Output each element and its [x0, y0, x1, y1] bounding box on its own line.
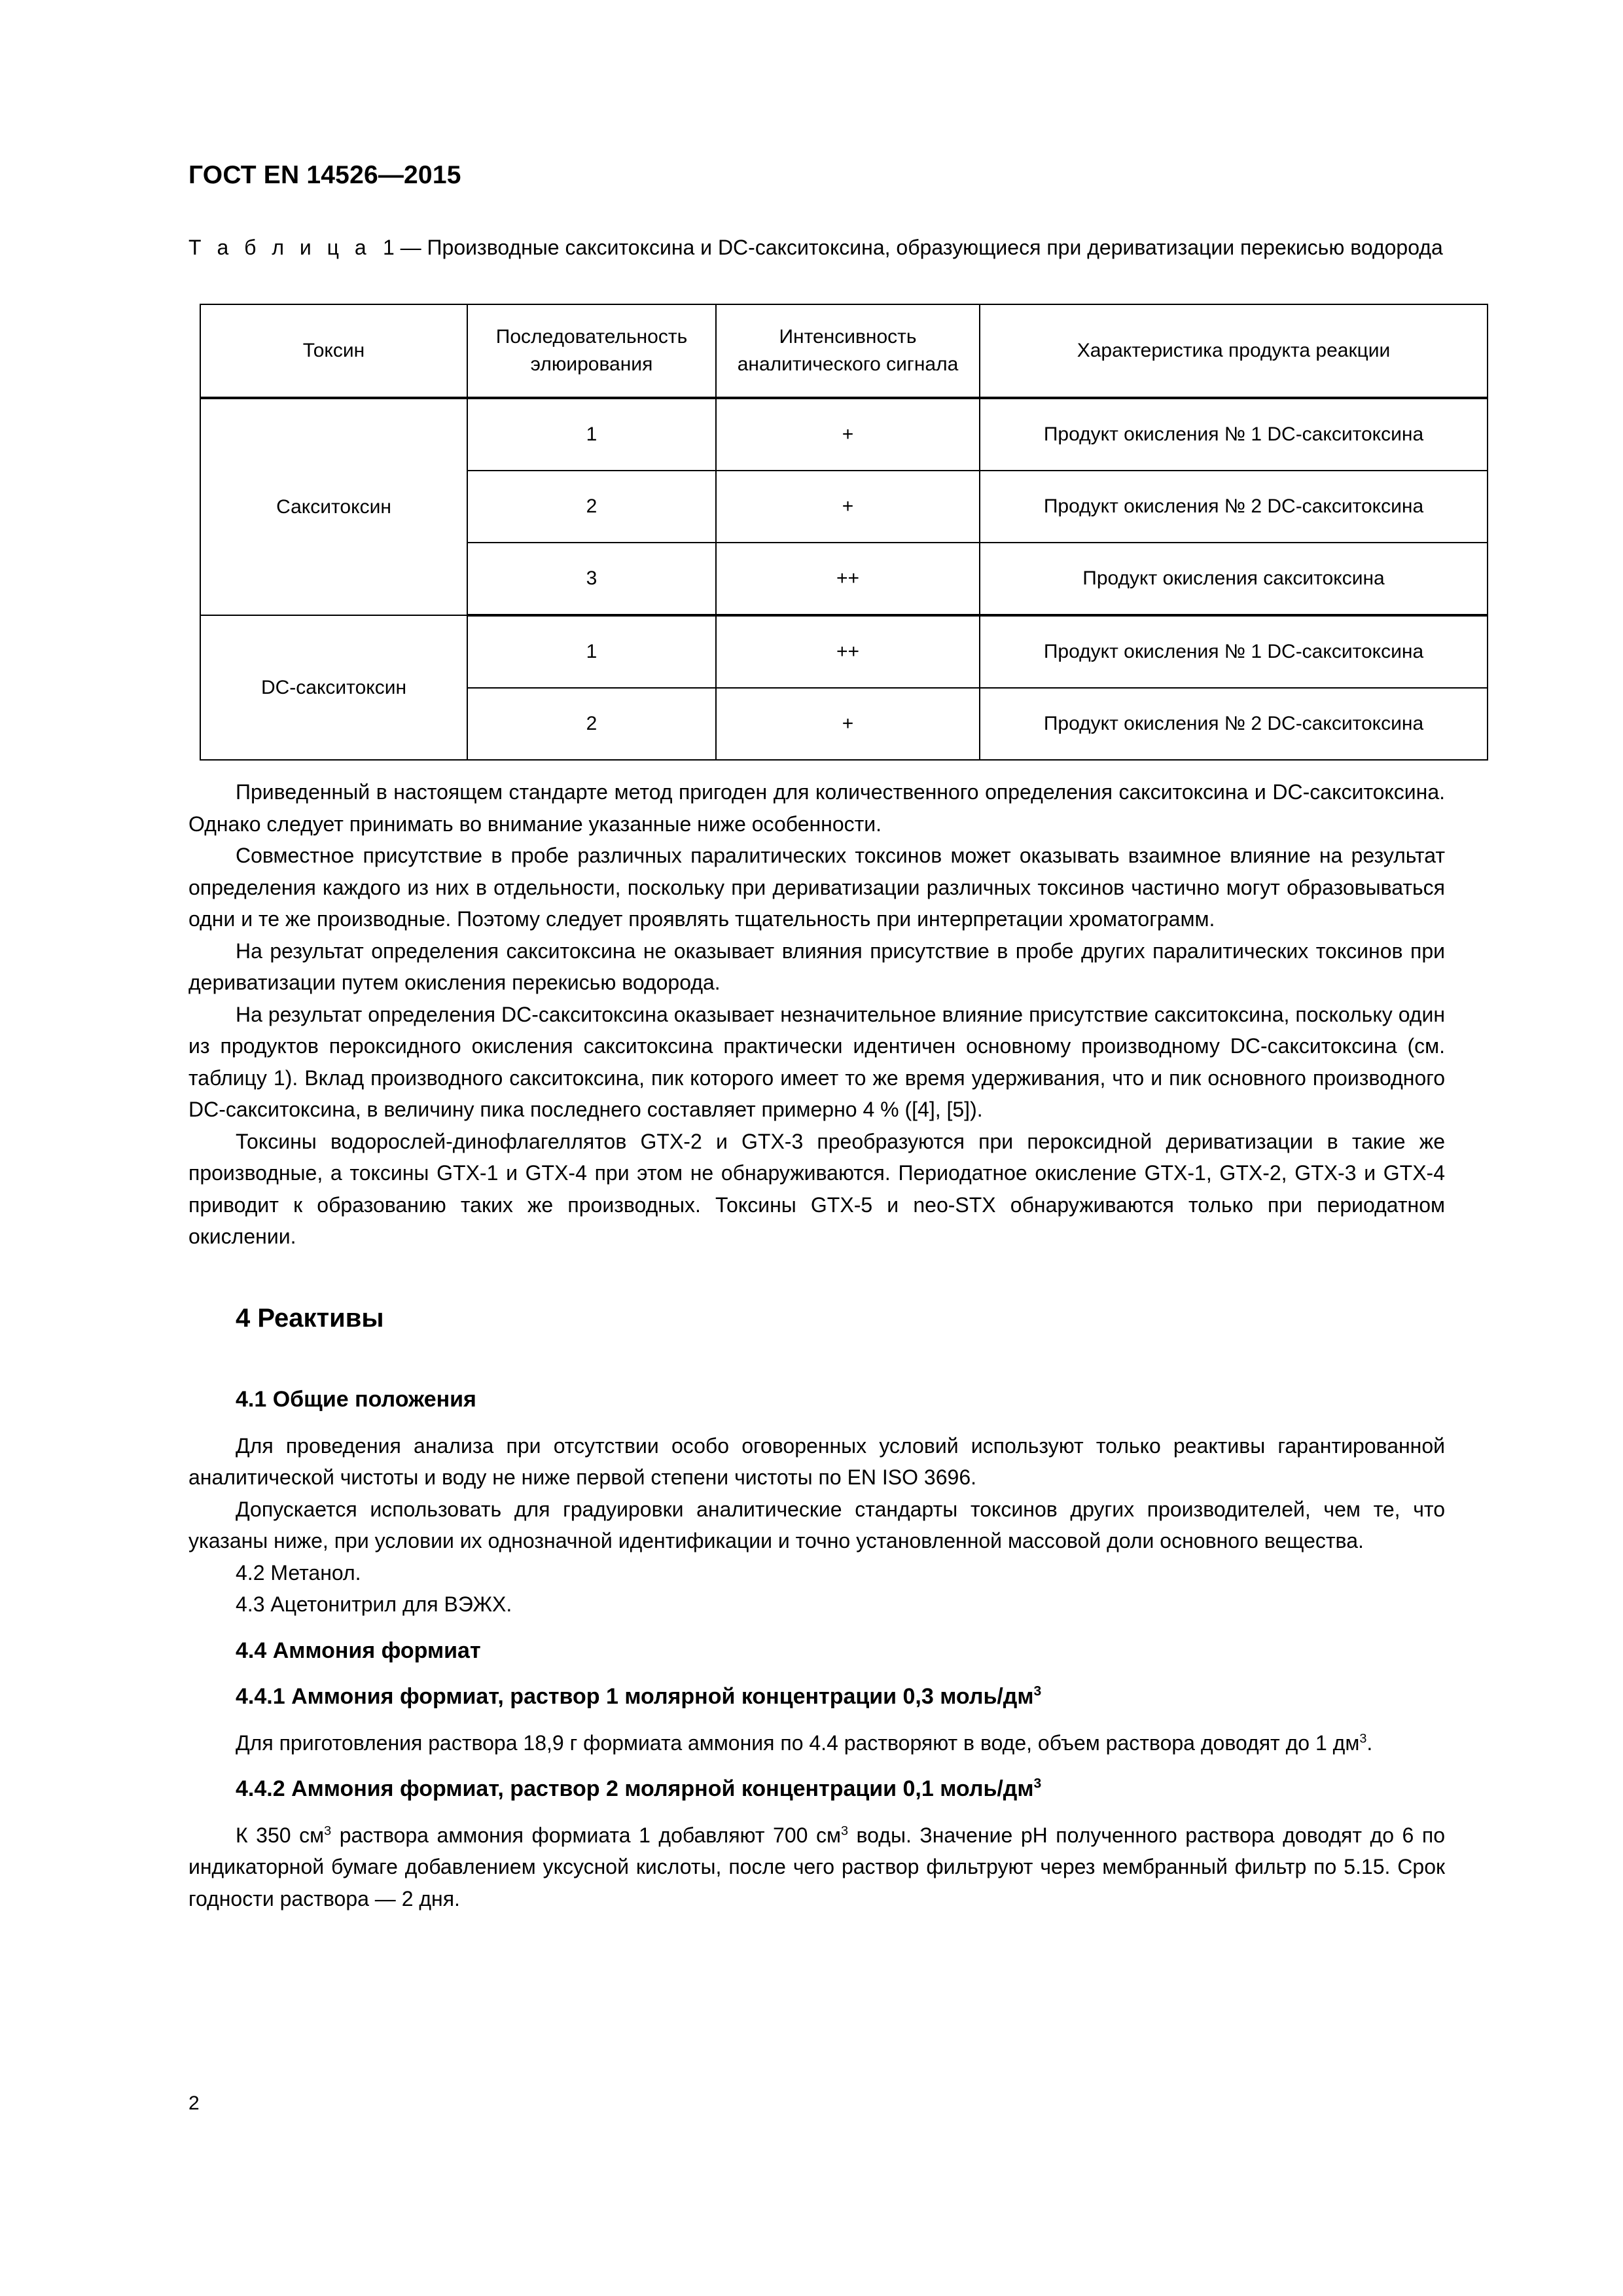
cell-toxin-group: Сакситоксин [200, 398, 467, 615]
cell-order: 2 [467, 688, 716, 760]
heading-4-4-2-text: 4.4.2 Аммония формиат, раствор 2 молярной концентрации 0,1 моль/дм [236, 1776, 1034, 1801]
spacer [188, 1666, 1445, 1681]
spacer [188, 1253, 1445, 1302]
spacer [188, 1759, 1445, 1773]
table-caption [188, 232, 1445, 262]
paragraph-4-4-2 [188, 1820, 1445, 1915]
cell-intensity: ++ [716, 615, 980, 688]
spacer [188, 1416, 1445, 1430]
heading-section-4-4-1 [188, 1681, 1445, 1713]
table-1-wrapper [200, 304, 1440, 761]
table-1 [200, 304, 1488, 761]
paragraph-4-4-1-text: Для приготовления раствора 18,9 г формиата аммония по 4.4 растворяют в воде, объем раствора доводят до 1 дм [236, 1731, 1360, 1755]
table-header [200, 304, 1488, 398]
page-number: 2 [188, 2092, 200, 2114]
table-header-row [200, 304, 1488, 398]
table-caption-number: 1 [382, 236, 395, 259]
paragraph-5: Токсины водорослей-динофлагеллятов GTX-2 и GTX-3 преобразуются при пероксидной дериватизации в такие же производные, а токсины GTX-1 и GTX-4 при этом не обнаруживаются. Периодатное окисление GTX-1, GTX-2, GTX-3 и GTX-4 приводит к образованию таких же производных. Токсины GTX-5 и neo-STX обнаруживаются только при периодатном окислении. [188, 1129, 1445, 1248]
paragraph-4-4-2-text-b: раствора аммония формиата 1 добавляют 700 см [331, 1823, 841, 1847]
item-4-3: 4.3 Ацетонитрил для ВЭЖХ. [236, 1592, 512, 1616]
item-4-2: 4.2 Метанол. [236, 1560, 361, 1585]
spacer [188, 1334, 1445, 1384]
cell-intensity: + [716, 398, 980, 471]
cell-order: 1 [467, 615, 716, 688]
cell-intensity: + [716, 471, 980, 543]
paragraph-4-4-1-period: . [1366, 1731, 1373, 1755]
paragraph-2: Совместное присутствие в пробе различных паралитических токсинов может оказывать взаимное влияние на результат определения каждого из них в отдельности, поскольку при дериватизации различных токсинов частично могут образовываться одни и те же производные. Поэтому следует проявлять тщательность при интерпретации хроматограмм. [188, 844, 1445, 931]
heading-4-4-1-text: 4.4.1 Аммония формиат, раствор 1 молярной концентрации 0,3 моль/дм [236, 1684, 1034, 1709]
cell-product: Продукт окисления № 1 DC-сакситоксина [980, 398, 1488, 471]
heading-section-4: 4 Реактивы [236, 1303, 384, 1333]
cell-toxin-group: DC-сакситоксин [200, 615, 467, 760]
paragraph-4-4-2-text-c: воды. Значение pH полученного раствора доводят до 6 по индикаторной бумаге добавлением уксусной кислоты, после чего раствор фильтруют через мембранный фильтр по 5.15. Срок годности раствора — 2 дня. [188, 1823, 1446, 1910]
body-content [188, 776, 1445, 1914]
cell-intensity: ++ [716, 543, 980, 615]
cell-product: Продукт окисления сакситоксина [980, 543, 1488, 615]
table-caption-text: Производные сакситоксина и DC-сакситоксина, образующиеся при дериватизации перекисью водорода [427, 236, 1443, 259]
heading-section-4-4: 4.4 Аммония формиат [236, 1638, 481, 1663]
cell-order: 1 [467, 398, 716, 471]
paragraph-4-4-2-text-a: К 350 см [236, 1823, 325, 1847]
cell-intensity: + [716, 688, 980, 760]
cell-product: Продукт окисления № 2 DC-сакситоксина [980, 688, 1488, 760]
column-header-order: Последовательность элюирования [467, 304, 716, 398]
table-caption-dash: — [400, 236, 421, 259]
paragraph-4-4-2-superscript-2: 3 [840, 1823, 848, 1838]
paragraph-4-1-2: Допускается использовать для градуировки аналитические стандарты токсинов других производителей, чем те, что указаны ниже, при условии их однозначной идентификации и точно установленной массовой доли основного вещества. [188, 1497, 1445, 1552]
paragraph-4-4-1-superscript: 3 [1359, 1731, 1367, 1746]
paragraph-4-4-2-superscript-1: 3 [324, 1823, 332, 1838]
paragraph-1: Приведенный в настоящем стандарте метод пригоден для количественного определения сакситоксина и DC-сакситоксина. Однако следует принимать во внимание указанные ниже особенности. [188, 780, 1445, 836]
paragraph-4-4-1 [188, 1727, 1445, 1759]
spacer [188, 1621, 1445, 1635]
heading-4-4-2-superscript: 3 [1033, 1776, 1042, 1791]
cell-product: Продукт окисления № 2 DC-сакситоксина [980, 471, 1488, 543]
table-row [200, 398, 1488, 471]
table-caption-label: Т а б л и ц а [188, 236, 372, 259]
spacer [188, 1713, 1445, 1727]
heading-section-4-4-2 [188, 1773, 1445, 1805]
paragraph-3: На результат определения сакситоксина не оказывает влияния присутствие в пробе других паралитических токсинов при дериватизации путем окисления перекисью водорода. [188, 939, 1445, 994]
cell-order: 3 [467, 543, 716, 615]
column-header-product: Характеристика продукта реакции [980, 304, 1488, 398]
running-head: ГОСТ EN 14526—2015 [188, 161, 461, 189]
table-body [200, 398, 1488, 760]
column-header-intensity: Интенсивность аналитического сигнала [716, 304, 980, 398]
column-header-toxin: Токсин [200, 304, 467, 398]
paragraph-4-1-1: Для проведения анализа при отсутствии особо оговоренных условий используют только реактивы гарантированной аналитической чистоты и воду не ниже первой степени чистоты по EN ISO 3696. [188, 1433, 1445, 1489]
table-row [200, 615, 1488, 688]
spacer [188, 1805, 1445, 1820]
heading-section-4-1: 4.1 Общие положения [236, 1387, 476, 1412]
paragraph-4: На результат определения DC-сакситоксина оказывает незначительное влияние присутствие сакситоксина, поскольку один из продуктов пероксидного окисления сакситоксина практически идентичен основному производному DC-сакситоксина (см. таблицу 1). Вклад производного сакситоксина, пик которого имеет то же время удерживания, что и пик основного производного DC-сакситоксина, в величину пика последнего составляет примерно 4 % ([4], [5]). [188, 1002, 1445, 1121]
heading-4-4-1-superscript: 3 [1033, 1683, 1042, 1699]
cell-order: 2 [467, 471, 716, 543]
cell-product: Продукт окисления № 1 DC-сакситоксина [980, 615, 1488, 688]
